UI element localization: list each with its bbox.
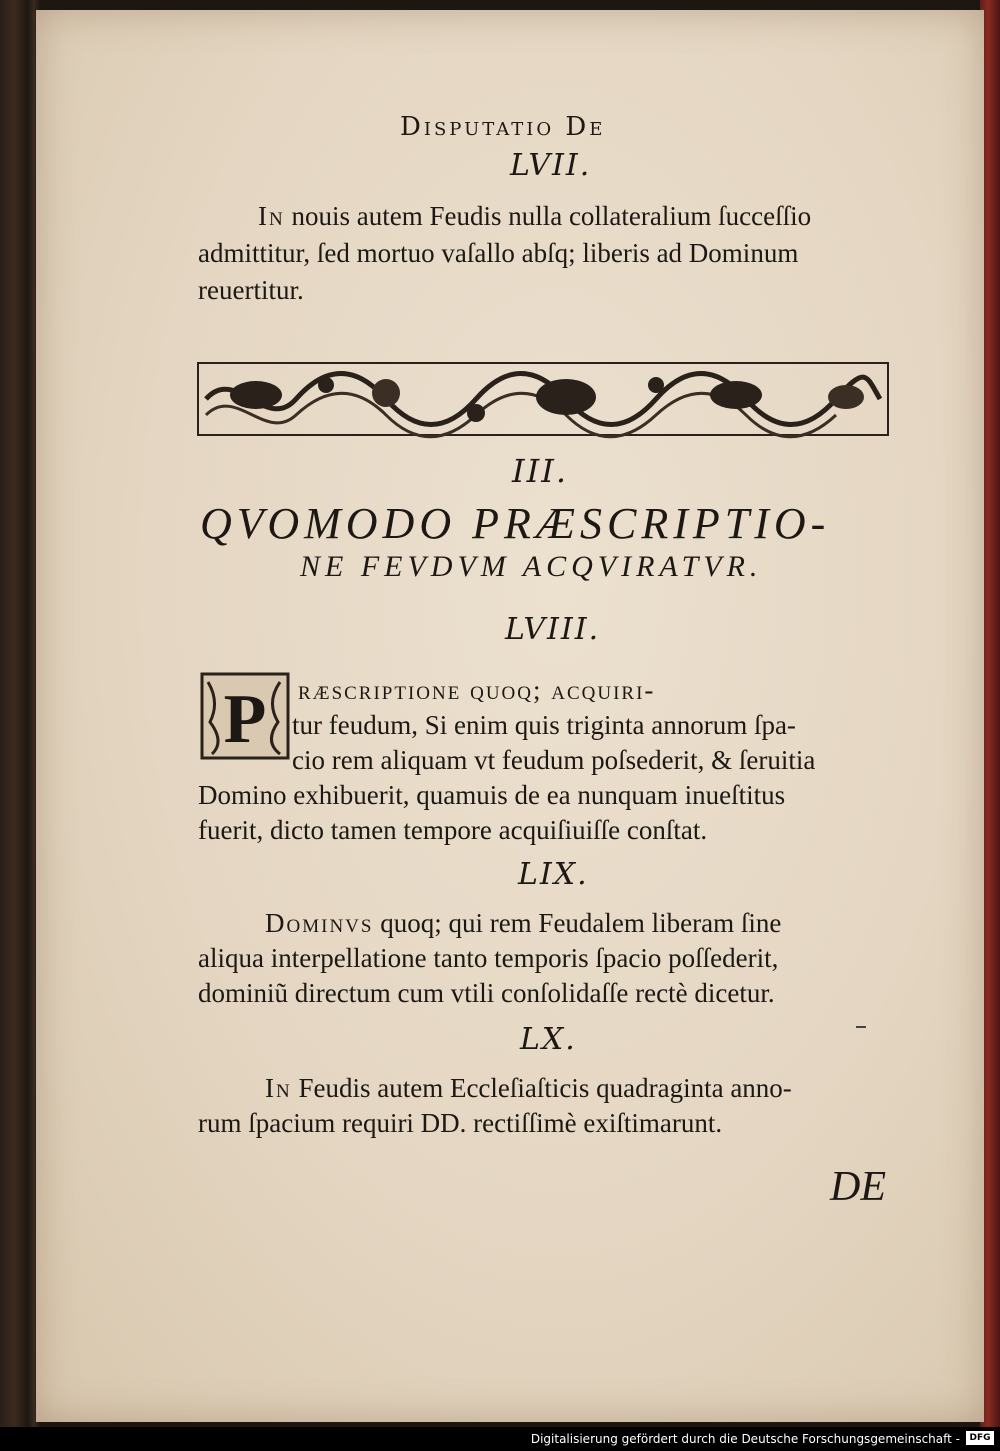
catchword: DE [830, 1164, 886, 1210]
paragraph-58-lead: ræscriptione quoq; acquiri- [298, 675, 656, 705]
paragraph-57-text-1: nouis autem Feudis nulla collateralium ſucceſſio [291, 201, 812, 231]
paragraph-60-lead: In [265, 1073, 292, 1103]
footer-credit: Digitalisierung gefördert durch die Deutsche Forschungsgemeinschaft - [530, 1432, 960, 1446]
paragraph-59-line-2: aliqua interpellatione tanto temporis ſpacio poſſederit, [198, 943, 779, 973]
decorative-ornament-band [196, 355, 890, 443]
paragraph-57-lead: In [258, 201, 285, 231]
paragraph-60-line-1 [265, 1070, 792, 1107]
paragraph-60-line-2: rum ſpacium requiri DD. rectiſſimè exiſtimarunt. [198, 1108, 723, 1138]
dfg-logo-icon: DFG [966, 1431, 994, 1445]
paragraph-58-line-5: fuerit, dicto tamen tempore acquiſiuiſſe conſtat. [198, 815, 708, 845]
paragraph-57-line-3: reuertitur. [198, 275, 304, 305]
margin-dash [856, 1026, 866, 1028]
chapter-title-line-1: QVOMODO PRÆSCRIPTIO- [200, 499, 831, 548]
paragraph-59-line-3: dominiũ directum cum vtili conſolidaſſe rectè dicetur. [198, 978, 775, 1008]
paragraph-59-line-1 [265, 905, 781, 942]
running-head: Disputatio De [400, 112, 606, 142]
section-number-59: LIX. [518, 857, 589, 892]
paragraph-59-lead: Dominvs [265, 908, 374, 938]
paragraph-58-line-4: Domino exhibuerit, quamuis de ea nunquam inueſtitus [198, 780, 786, 810]
section-number-60: LX. [520, 1022, 577, 1057]
paragraph-60-text-1: Feudis autem Eccleſiaſticis quadraginta anno- [298, 1073, 792, 1103]
paragraph-57-line-1 [258, 198, 811, 235]
section-number-58: LVIII. [505, 612, 601, 647]
paragraph-59-text-1: quoq; qui rem Feudalem liberam ſine [380, 908, 782, 938]
decorated-initial-letter [200, 672, 290, 760]
initial-letter-text: P [223, 681, 267, 758]
chapter-title-line-2: NE FEVDVM ACQVIRATVR. [300, 550, 763, 583]
chapter-number: III. [512, 452, 569, 490]
paragraph-58-line-3: cio rem aliquam vt feudum poſsederit, & ſeruitia [292, 745, 816, 775]
section-number-57: LVII. [510, 148, 592, 183]
paragraph-57-line-2: admittitur, ſed mortuo vaſallo abſq; liberis ad Dominum [198, 238, 799, 268]
paragraph-58-line-2: tur feudum, Si enim quis triginta annorum ſpa- [292, 710, 796, 740]
paragraph-58-line-1 [298, 672, 655, 709]
